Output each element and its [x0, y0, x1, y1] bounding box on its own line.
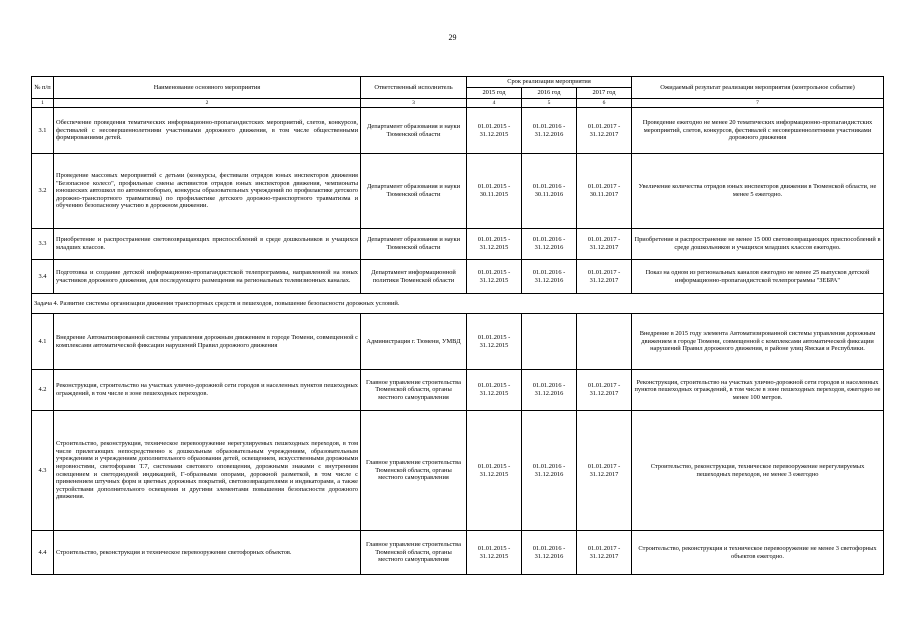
row-period-2017: 01.01.2017 - 31.12.2017: [577, 531, 632, 575]
row-period-2015: 01.01.2015 - 31.12.2015: [467, 260, 522, 294]
activities-table: [31, 76, 884, 575]
header-2015: 2015 год: [467, 88, 522, 99]
row-executor: Департамент образования и науки Тюменской области: [361, 108, 467, 154]
table-row: [32, 314, 884, 370]
row-period-2016: 01.01.2016 - 31.12.2016: [522, 370, 577, 411]
row-period-2016: 01.01.2016 - 30.11.2016: [522, 154, 577, 229]
row-period-2016: [522, 314, 577, 370]
column-number: 6: [577, 98, 632, 107]
table-header: [32, 77, 884, 108]
header-2017: 2017 год: [577, 88, 632, 99]
header-result: Ожидаемый результат реализации мероприятия (контрольное событие): [632, 77, 884, 99]
row-period-2015: 01.01.2015 - 31.12.2015: [467, 314, 522, 370]
row-activity: Обеспечение проведения тематических информационно-пропагандистских мероприятий, слетов, конкурсов, фестивалей с несовершеннолетними участниками дорожного движения, в том числе общественными формированиями детей.: [54, 108, 361, 154]
task-heading: Задача 4. Развитие системы организации движения транспортных средств и пешеходов, повышение безопасности дорожных условий.: [32, 294, 884, 314]
row-period-2017: 01.01.2017 - 31.12.2017: [577, 370, 632, 411]
table-row: [32, 370, 884, 411]
header-executor: Ответственный исполнитель: [361, 77, 467, 99]
header-2016: 2016 год: [522, 88, 577, 99]
row-period-2017: 01.01.2017 - 31.12.2017: [577, 229, 632, 260]
row-number: 4.4: [32, 531, 54, 575]
row-number: 4.2: [32, 370, 54, 411]
row-period-2016: 01.01.2016 - 31.12.2016: [522, 229, 577, 260]
page-number: 29: [448, 33, 457, 42]
header-num: № п/п: [32, 77, 54, 99]
row-executor: Главное управление строительства Тюменской области, органы местного самоуправления: [361, 531, 467, 575]
column-number: 2: [54, 98, 361, 107]
column-number-row: [32, 98, 884, 107]
row-period-2015: 01.01.2015 - 31.12.2015: [467, 411, 522, 531]
row-result: Приобретение и распространение не менее 15 000 световозвращающих приспособлений в среде дошкольников и учащихся младших классов ежегодно.: [632, 229, 884, 260]
row-activity: Приобретение и распространение световозвращающих приспособлений в среде дошкольников и учащихся младших классов.: [54, 229, 361, 260]
row-activity: Строительство, реконструкция, техническое перевооружение нерегулируемых пешеходных переходов, в том числе прилегающих непосредственно к дошкольным образовательным учреждениям, образовательным учреждениям и учреждениям дополнительного образования детей, освещением, искусственными дорожными неровностями, светофорами Т.7, системами светового оповещения, дорожными знаками с внутренним освещением и светодиодной индикацией, Г-образными опорами, дорожной разметкой, в том числе с применением штучных форм и цветных дорожных покрытий, световозвращателями и индикаторами, а также устройствами дополнительного освещения и другими элементами повышения безопасности дорожного движения.: [54, 411, 361, 531]
row-number: 3.3: [32, 229, 54, 260]
row-number: 3.4: [32, 260, 54, 294]
column-number: 4: [467, 98, 522, 107]
table-row: [32, 108, 884, 154]
row-period-2017: [577, 314, 632, 370]
row-period-2016: 01.01.2016 - 31.12.2016: [522, 411, 577, 531]
row-executor: Департамент образования и науки Тюменской области: [361, 154, 467, 229]
table-row: [32, 260, 884, 294]
row-period-2017: 01.01.2017 - 31.12.2017: [577, 260, 632, 294]
row-result: Показ на одном из региональных каналов ежегодно не менее 25 выпусков детской информационно-пропагандистской телепрограммы "ЗЕБРА": [632, 260, 884, 294]
table-row: [32, 531, 884, 575]
row-result: Строительство, реконструкция, техническое перевооружение нерегулируемых пешеходных переходов, не менее 3 ежегодно: [632, 411, 884, 531]
row-number: 4.3: [32, 411, 54, 531]
header-activity: Наименование основного мероприятия: [54, 77, 361, 99]
row-period-2015: 01.01.2015 - 31.12.2015: [467, 370, 522, 411]
column-number: 7: [632, 98, 884, 107]
row-period-2017: 01.01.2017 - 31.12.2017: [577, 108, 632, 154]
row-result: Увеличение количества отрядов юных инспекторов движения в Тюменской области, не менее 5 ежегодно.: [632, 154, 884, 229]
row-executor: Главное управление строительства Тюменской области, органы местного самоуправления: [361, 370, 467, 411]
row-executor: Департамент образования и науки Тюменской области: [361, 229, 467, 260]
row-period-2016: 01.01.2016 - 31.12.2016: [522, 108, 577, 154]
table-row: [32, 154, 884, 229]
row-number: 3.2: [32, 154, 54, 229]
row-number: 3.1: [32, 108, 54, 154]
row-number: 4.1: [32, 314, 54, 370]
table-row: [32, 411, 884, 531]
row-period-2015: 01.01.2015 - 31.12.2015: [467, 229, 522, 260]
row-result: Строительство, реконструкция и техническое перевооружение не менее 3 светофорных объектов ежегодно.: [632, 531, 884, 575]
row-activity: Проведение массовых мероприятий с детьми (конкурсы, фестивали отрядов юных инспекторов движения "Безопасное колесо", профильные смены активистов отрядов юных инспекторов движения, чемпионаты юношеских автошкол по автомногоборью, конкурсы образовательных учреждений по профилактике детского дорожно-транспортного травматизма) по профилактике детского дорожно-транспортного травматизма и обучению безопасному участию в дорожном движении.: [54, 154, 361, 229]
row-executor: Главное управление строительства Тюменской области, органы местного самоуправления: [361, 411, 467, 531]
row-period-2015: 01.01.2015 - 31.12.2015: [467, 108, 522, 154]
row-executor: Департамент информационной политики Тюменской области: [361, 260, 467, 294]
row-activity: Внедрение Автоматизированной системы управления дорожным движением в городе Тюмени, совмещенной с комплексами автоматической фиксации нарушений Правил дорожного движения: [54, 314, 361, 370]
row-period-2015: 01.01.2015 - 31.12.2015: [467, 531, 522, 575]
row-period-2017: 01.01.2017 - 31.12.2017: [577, 411, 632, 531]
row-period-2015: 01.01.2015 - 30.11.2015: [467, 154, 522, 229]
row-executor: Администрация г. Тюмени, УМВД: [361, 314, 467, 370]
row-period-2017: 01.01.2017 - 30.11.2017: [577, 154, 632, 229]
row-activity: Строительство, реконструкция и техническое перевооружение светофорных объектов.: [54, 531, 361, 575]
table-row: [32, 229, 884, 260]
row-result: Внедрение в 2015 году элемента Автоматизированной системы управления дорожным движением в городе Тюмени, совмещенной с комплексами автоматической фиксации нарушений Правил дорожного движения, в районе улиц Ямская и Республики.: [632, 314, 884, 370]
header-period: Срок реализации мероприятия: [467, 77, 632, 88]
row-result: Реконструкция, строительство на участках улично-дорожной сети городов и населенных пунктов пешеходных ограждений, в том числе в зоне пешеходных переходов, ежегодно не менее 100 метров.: [632, 370, 884, 411]
column-number: 5: [522, 98, 577, 107]
row-activity: Реконструкция, строительство на участках улично-дорожной сети городов и населенных пунктов пешеходных ограждений, в том числе в зоне пешеходных переходов.: [54, 370, 361, 411]
column-number: 1: [32, 98, 54, 107]
row-result: Проведение ежегодно не менее 20 тематических информационно-пропагандистских мероприятий, слетов, конкурсов, фестивалей с несовершеннолетними участниками дорожного движения: [632, 108, 884, 154]
row-period-2016: 01.01.2016 - 31.12.2016: [522, 531, 577, 575]
task-row: [32, 294, 884, 314]
row-activity: Подготовка и создание детской информационно-пропагандистской телепрограммы, направленной на юных участников дорожного движения, для последующего размещения на региональных телевизионных каналах.: [54, 260, 361, 294]
row-period-2016: 01.01.2016 - 31.12.2016: [522, 260, 577, 294]
column-number: 3: [361, 98, 467, 107]
